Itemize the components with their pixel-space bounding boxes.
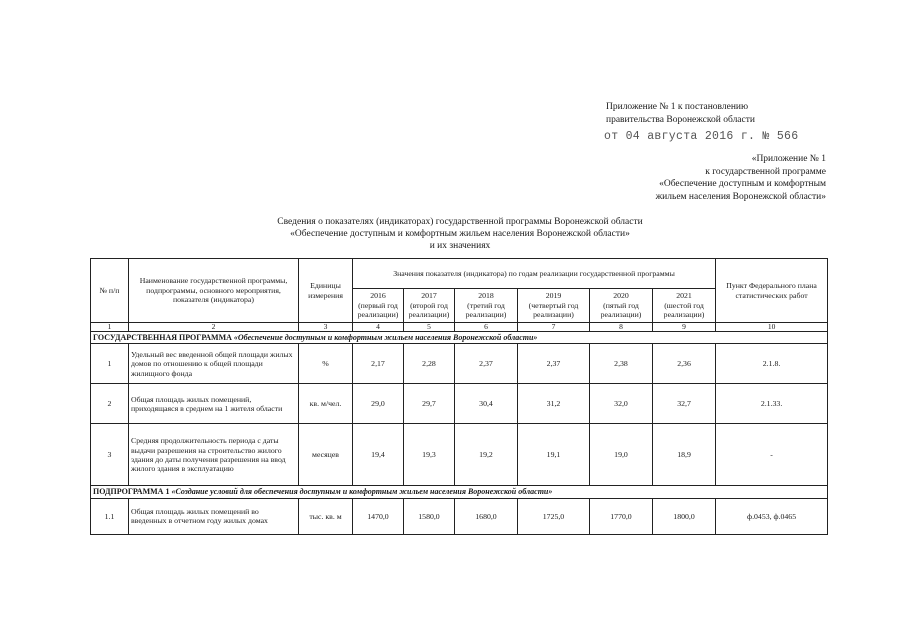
attachment-line: правительства Воронежской области <box>606 114 755 125</box>
row-value: 30,4 <box>455 384 518 424</box>
column-index: 10 <box>716 323 828 332</box>
row-value: 18,9 <box>653 424 716 486</box>
table-row <box>91 344 828 384</box>
row-value: 1800,0 <box>653 498 716 534</box>
row-indicator-name: Средняя продолжительность периода с даты выдачи разрешения на строительство жилого здания до даты получения разрешения на ввод жилого здания в эксплуатацию <box>129 424 299 486</box>
row-value: 29,7 <box>404 384 455 424</box>
header-year <box>455 289 518 323</box>
section-prefix: ГОСУДАРСТВЕННАЯ ПРОГРАММА <box>93 333 232 342</box>
row-unit: месяцев <box>299 424 353 486</box>
header-values-group: Значения показателя (индикатора) по годам реализации государственной программы <box>353 259 716 289</box>
row-plan-point: - <box>716 424 828 486</box>
document-title <box>230 216 690 252</box>
row-indicator-name: Общая площадь жилых помещений во введенных в отчетном году жилых домах <box>129 498 299 534</box>
row-plan-point: 2.1.8. <box>716 344 828 384</box>
column-index: 6 <box>455 323 518 332</box>
program-attachment-line: «Приложение № 1 <box>751 154 826 164</box>
year-sub-label: (четвертый год реализации) <box>528 300 579 320</box>
row-indicator-name: Удельный вес введенной общей площади жилых домов по отношению к общей площади жилищного фонда <box>129 344 299 384</box>
row-value: 1470,0 <box>353 498 404 534</box>
title-line: «Обеспечение доступным и комфортным жильем населения Воронежской области» <box>290 229 630 239</box>
header-year <box>653 289 716 323</box>
row-value: 2,28 <box>404 344 455 384</box>
row-unit: % <box>299 344 353 384</box>
program-attachment-line: «Обеспечение доступным и комфортным <box>659 179 826 189</box>
table-row <box>91 424 828 486</box>
row-num: 3 <box>91 424 129 486</box>
column-index: 5 <box>404 323 455 332</box>
header-year <box>404 289 455 323</box>
column-index: 1 <box>91 323 129 332</box>
row-value: 19,0 <box>590 424 653 486</box>
program-attachment-note <box>600 153 826 203</box>
attachment-line: Приложение № 1 к постановлению <box>606 102 749 112</box>
row-unit: кв. м/чел. <box>299 384 353 424</box>
row-plan-point: 2.1.33. <box>716 384 828 424</box>
title-line: Сведения о показателях (индикаторах) государственной программы Воронежской области <box>277 217 643 227</box>
year-label: 2021 <box>676 291 692 301</box>
year-label: 2018 <box>478 291 494 301</box>
row-value: 1580,0 <box>404 498 455 534</box>
section-cell <box>91 486 828 498</box>
column-index: 7 <box>518 323 590 332</box>
row-value: 19,4 <box>353 424 404 486</box>
table-row <box>91 384 828 424</box>
row-num: 1 <box>91 344 129 384</box>
resolution-attachment-note <box>606 101 846 126</box>
row-value: 2,17 <box>353 344 404 384</box>
column-index: 2 <box>129 323 299 332</box>
section-row-subprogram <box>91 486 828 498</box>
section-name: «Обеспечение доступным и комфортным жильем населения Воронежской области» <box>233 333 538 342</box>
row-value: 32,7 <box>653 384 716 424</box>
row-num: 2 <box>91 384 129 424</box>
row-value: 2,36 <box>653 344 716 384</box>
header-num: № п/п <box>91 259 129 323</box>
row-value: 1725,0 <box>518 498 590 534</box>
column-index: 9 <box>653 323 716 332</box>
row-value: 19,2 <box>455 424 518 486</box>
table-row <box>91 498 828 534</box>
year-label: 2016 <box>370 291 386 301</box>
row-indicator-name: Общая площадь жилых помещений, приходящаяся в среднем на 1 жителя области <box>129 384 299 424</box>
program-attachment-line: к государственной программе <box>705 166 826 177</box>
header-federal-plan-point: Пункт Федерального плана статистических работ <box>716 259 828 323</box>
row-value: 19,3 <box>404 424 455 486</box>
row-value: 31,2 <box>518 384 590 424</box>
row-value: 29,0 <box>353 384 404 424</box>
row-value: 2,37 <box>455 344 518 384</box>
row-num: 1.1 <box>91 498 129 534</box>
row-unit: тыс. кв. м <box>299 498 353 534</box>
row-value: 32,0 <box>590 384 653 424</box>
column-index: 3 <box>299 323 353 332</box>
year-label: 2017 <box>421 291 437 301</box>
row-value: 2,38 <box>590 344 653 384</box>
header-year <box>353 289 404 323</box>
section-cell <box>91 332 828 344</box>
header-unit: Единицы измерения <box>299 259 353 323</box>
row-value: 1680,0 <box>455 498 518 534</box>
year-sub-label: (первый год реализации) <box>357 300 399 320</box>
year-sub-label: (пятый год реализации) <box>600 300 642 320</box>
section-name: «Создание условий для обеспечения доступным и комфортным жильем населения Воронежской области» <box>171 487 553 497</box>
year-label: 2020 <box>613 291 629 301</box>
year-label: 2019 <box>545 291 562 301</box>
row-plan-point: ф.0453, ф.0465 <box>716 498 828 534</box>
program-attachment-line: жильем населения Воронежской области» <box>655 191 826 202</box>
row-value: 1770,0 <box>590 498 653 534</box>
section-prefix: ПОДПРОГРАММА 1 <box>93 487 170 497</box>
title-line: и их значениях <box>429 241 491 251</box>
year-sub-label: (шестой год реализации) <box>663 300 705 320</box>
header-year <box>590 289 653 323</box>
section-row-state-program <box>91 332 828 344</box>
header-name: Наименование государственной программы, подпрограммы, основного мероприятия, показателя (индикатора) <box>129 259 299 323</box>
column-index: 8 <box>590 323 653 332</box>
header-year <box>518 289 590 323</box>
year-sub-label: (второй год реализации) <box>408 300 450 320</box>
indicators-table <box>90 258 828 535</box>
year-sub-label: (третий год реализации) <box>465 300 507 320</box>
column-index: 4 <box>353 323 404 332</box>
date-number-stamp: от 04 августа 2016 г. № 566 <box>604 130 799 143</box>
row-value: 2,37 <box>518 344 590 384</box>
row-value: 19,1 <box>518 424 590 486</box>
